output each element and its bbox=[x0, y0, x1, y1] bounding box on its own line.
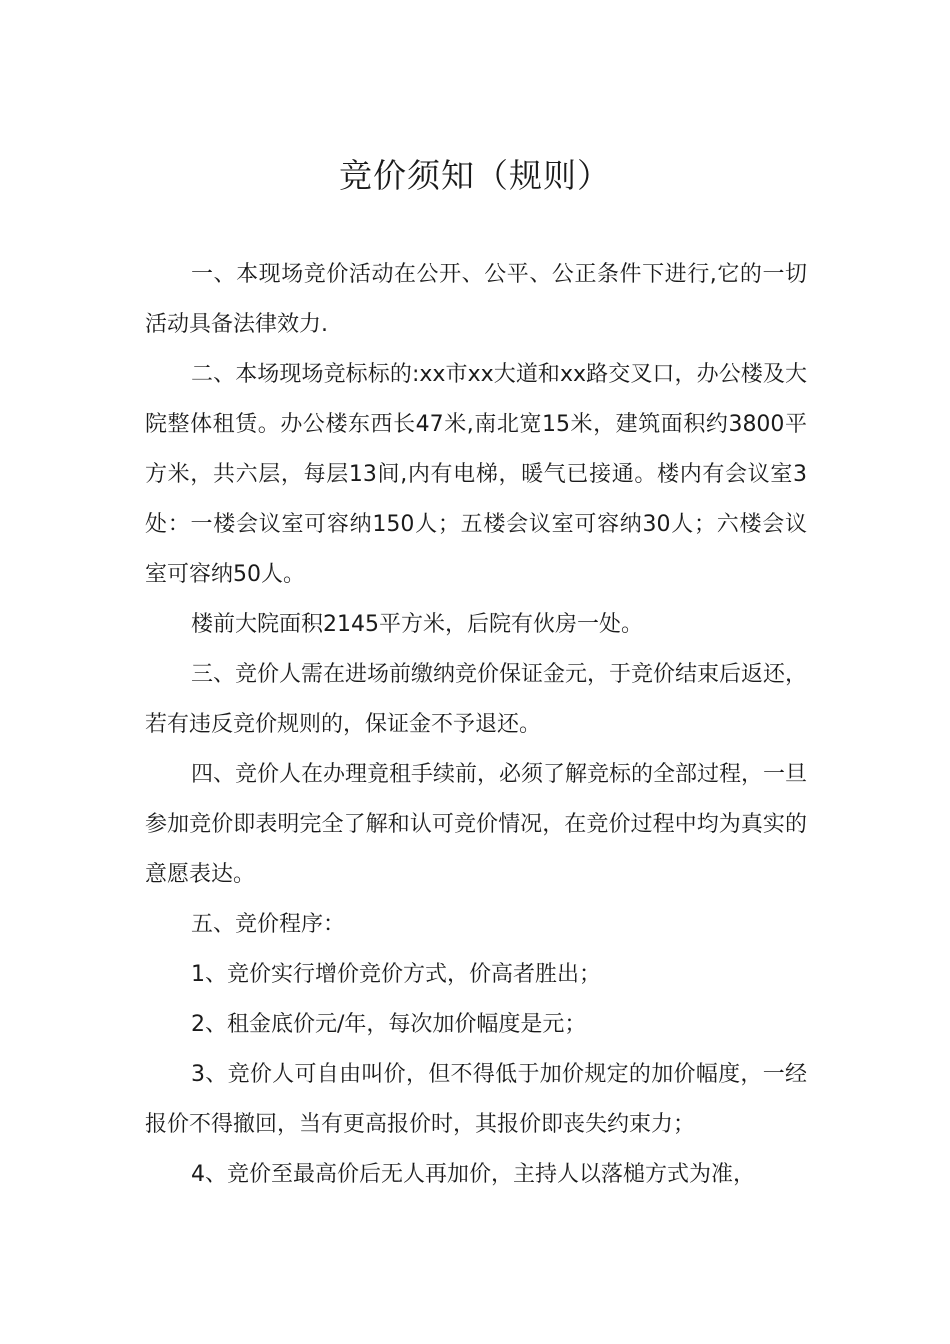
paragraph-4: 三、竞价人需在进场前缴纳竞价保证金元，于竞价结束后返还，若有违反竞价规则的，保证金不予退还。 bbox=[145, 662, 808, 737]
paragraph-3: 楼前大院面积2145平方米，后院有伙房一处。 bbox=[191, 612, 643, 637]
paragraph-5: 四、竞价人在办理竟租手续前，必须了解竞标的全部过程，一旦参加竞价即表明完全了解和认可竞价情况，在竞价过程中均为真实的意愿表达。 bbox=[145, 762, 808, 887]
paragraph-9: 3、竞价人可自由叫价，但不得低于加价规定的加价幅度，一经报价不得撤回，当有更高报价时，其报价即丧失约束力； bbox=[145, 1062, 807, 1137]
paragraph-7: 1、竞价实行增价竞价方式，价高者胜出； bbox=[191, 962, 601, 987]
paragraph-2: 二、本场现场竞标标的:xx市xx大道和xx路交叉口，办公楼及大院整体租赁。办公楼东西长47米,南北宽15米，建筑面积约3800平方米，共六层，每层13间,内有电梯，暖气已接通。楼内有会议室3处：一楼会议室可容纳150人；五楼会议室可容纳30人；六楼会议室可容纳50人。 bbox=[145, 362, 807, 587]
document-title: 竞价须知（规则） bbox=[339, 156, 611, 195]
paragraph-10: 4、竞价至最高价后无人再加价，主持人以落槌方式为准， bbox=[191, 1162, 755, 1187]
paragraph-1: 一、本现场竞价活动在公开、公平、公正条件下进行,它的一切活动具备法律效力. bbox=[145, 262, 807, 337]
paragraph-6: 五、竞价程序： bbox=[191, 912, 346, 937]
document-body bbox=[145, 250, 807, 1200]
paragraph-8: 2、租金底价元/年，每次加价幅度是元； bbox=[191, 1012, 587, 1037]
